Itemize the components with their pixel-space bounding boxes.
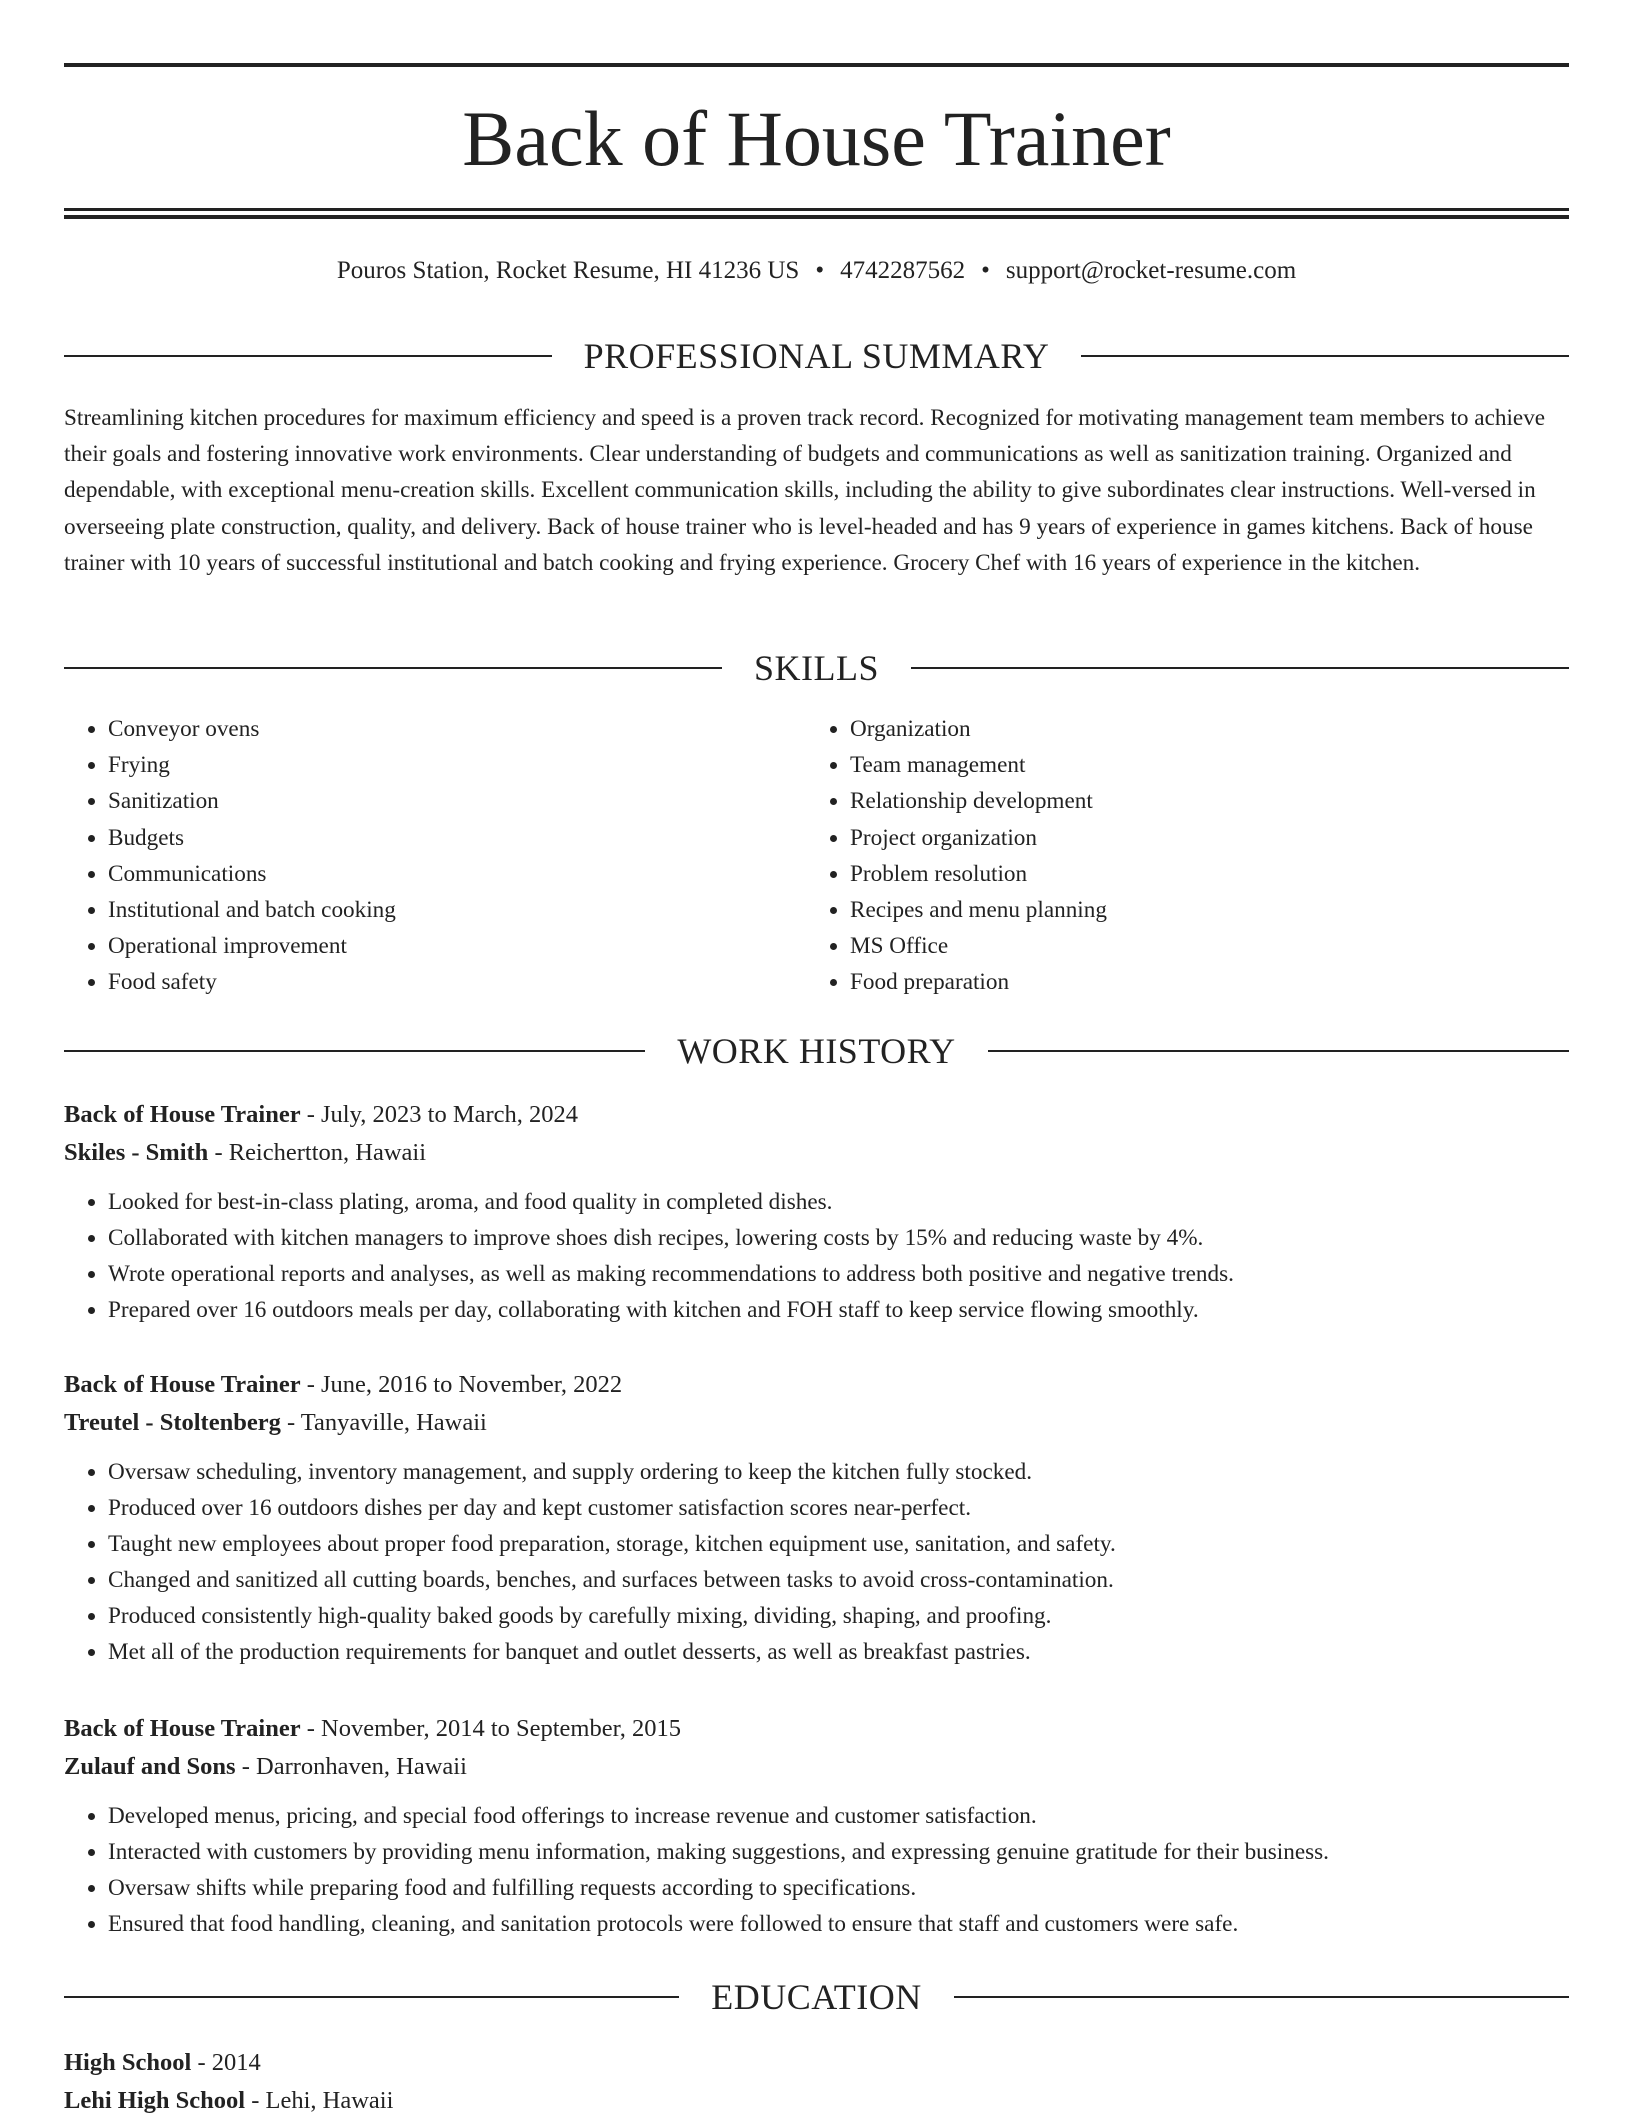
skills-list-right [806, 711, 1550, 1001]
header-bottom-rule-thick [64, 215, 1569, 219]
section-header-education [64, 1977, 1569, 2017]
job-bullet: • Wrote operational reports and analyses, as well as making recommendations to address both positive and negative trends. [108, 1256, 1569, 1292]
skill-item: • Food preparation [850, 964, 1550, 1000]
job-entry [64, 1710, 1569, 1942]
section-header-summary [64, 336, 1569, 376]
job-company: Skiles - Smith [64, 1139, 209, 1166]
resume-name: Back of House Trainer [462, 95, 1171, 182]
skill-item: • Communications [108, 856, 808, 892]
skill-item: • Institutional and batch cooking [108, 892, 808, 928]
skill-item: • Problem resolution [850, 856, 1550, 892]
education-degree-line [64, 2044, 1569, 2082]
job-bullet: • Collaborated with kitchen managers to improve shoes dish recipes, lowering costs by 15% and reducing waste by 4%. [108, 1220, 1569, 1256]
job-bullet: • Changed and sanitized all cutting boards, benches, and surfaces between tasks to avoid cross-contamination. [108, 1562, 1569, 1598]
job-title: Back of House Trainer [64, 1715, 301, 1742]
job-title: Back of House Trainer [64, 1371, 301, 1398]
skill-item: • Conveyor ovens [108, 711, 808, 747]
skill-item: • Sanitization [108, 783, 808, 819]
job-title-line [64, 1710, 1569, 1748]
job-title-line [64, 1366, 1569, 1404]
job-bullets [64, 1454, 1569, 1670]
contact-line [64, 256, 1569, 286]
job-title: Back of House Trainer [64, 1101, 301, 1128]
contact-email: support@rocket-resume.com [1005, 257, 1297, 284]
contact-phone: 4742287562 [840, 257, 966, 284]
section-rule [988, 1050, 1569, 1052]
header-bottom-rule [64, 208, 1569, 211]
job-company-line [64, 1134, 1569, 1172]
education-school: Lehi High School [64, 2087, 246, 2114]
section-rule [64, 667, 722, 669]
section-rule [911, 667, 1569, 669]
section-rule [1081, 355, 1569, 357]
job-bullet: • Interacted with customers by providing menu information, making suggestions, and expressing genuine gratitude for their business. [108, 1834, 1569, 1870]
job-company-line [64, 1748, 1569, 1786]
section-rule [64, 1996, 679, 1998]
job-bullet: • Oversaw shifts while preparing food and fulfilling requests according to specifications. [108, 1870, 1569, 1906]
skill-item: • MS Office [850, 928, 1550, 964]
job-bullets [64, 1798, 1569, 1942]
contact-separator: • [815, 257, 825, 284]
job-location: - Reichertton, Hawaii [208, 1139, 427, 1166]
job-dates: - November, 2014 to September, 2015 [300, 1715, 682, 1742]
job-entry [64, 1096, 1569, 1328]
job-bullet: • Met all of the production requirements for banquet and outlet desserts, as well as breakfast pastries. [108, 1634, 1569, 1670]
job-bullet: • Prepared over 16 outdoors meals per day, collaborating with kitchen and FOH staff to keep service flowing smoothly. [108, 1292, 1569, 1328]
job-bullet: • Oversaw scheduling, inventory management, and supply ordering to keep the kitchen fully stocked. [108, 1454, 1569, 1490]
job-bullet: • Produced consistently high-quality baked goods by carefully mixing, dividing, shaping, and proofing. [108, 1598, 1569, 1634]
education-year: - 2014 [191, 2049, 261, 2076]
job-dates: - June, 2016 to November, 2022 [300, 1371, 623, 1398]
section-title-education: EDUCATION [711, 1977, 922, 2017]
section-header-skills [64, 648, 1569, 688]
education-degree: High School [64, 2049, 192, 2076]
section-rule [64, 355, 552, 357]
skill-item: • Project organization [850, 820, 1550, 856]
skill-item: • Operational improvement [108, 928, 808, 964]
job-bullet: • Produced over 16 outdoors dishes per day and kept customer satisfaction scores near-perfect. [108, 1490, 1569, 1526]
skill-item: • Frying [108, 747, 808, 783]
job-bullet: • Developed menus, pricing, and special food offerings to increase revenue and customer satisfaction. [108, 1798, 1569, 1834]
skill-item: • Organization [850, 711, 1550, 747]
job-bullet: • Ensured that food handling, cleaning, and sanitation protocols were followed to ensure that staff and customers were safe. [108, 1906, 1569, 1942]
section-rule [954, 1996, 1569, 1998]
skill-item: • Relationship development [850, 783, 1550, 819]
section-title-work: WORK HISTORY [677, 1031, 956, 1071]
education-entry [64, 2044, 1569, 2120]
section-title-skills: SKILLS [754, 648, 880, 688]
job-company: Treutel - Stoltenberg [64, 1409, 281, 1436]
job-location: - Darronhaven, Hawaii [235, 1753, 467, 1780]
job-entry [64, 1366, 1569, 1670]
job-company-line [64, 1404, 1569, 1442]
skill-item: • Food safety [108, 964, 808, 1000]
summary-paragraph: Streamlining kitchen procedures for maximum efficiency and speed is a proven track record. Recognized for motivating management team members to achieve their goals and fostering innovative work environments. Clear understanding of budgets and communications as well as sanitization training. Organized and dependable, with exceptional menu-creation skills. Excellent communication skills, including the ability to give subordinates clear instructions. Well-versed in overseeing plate construction, quality, and delivery. Back of house trainer who is level-headed and has 9 years of experience in games kitchens. Back of house trainer with 10 years of successful institutional and batch cooking and frying experience. Grocery Chef with 16 years of experience in the kitchen. [64, 405, 1546, 576]
contact-address: Pouros Station, Rocket Resume, HI 41236 US [336, 257, 800, 284]
education-location: - Lehi, Hawaii [245, 2087, 394, 2114]
job-location: - Tanyaville, Hawaii [280, 1409, 487, 1436]
section-rule [64, 1050, 645, 1052]
job-company: Zulauf and Sons [64, 1753, 236, 1780]
education-school-line [64, 2082, 1569, 2120]
skill-item: • Team management [850, 747, 1550, 783]
job-bullet: • Looked for best-in-class plating, aroma, and food quality in completed dishes. [108, 1184, 1569, 1220]
header-top-rule [64, 63, 1569, 67]
job-title-line [64, 1096, 1569, 1134]
job-dates: - July, 2023 to March, 2024 [300, 1101, 579, 1128]
job-bullet: • Taught new employees about proper food preparation, storage, kitchen equipment use, sanitation, and safety. [108, 1526, 1569, 1562]
skill-item: • Recipes and menu planning [850, 892, 1550, 928]
section-title-summary: PROFESSIONAL SUMMARY [583, 336, 1050, 376]
skill-item: • Budgets [108, 820, 808, 856]
contact-separator: • [981, 257, 990, 284]
section-header-work [64, 1031, 1569, 1071]
skills-list-left [64, 711, 808, 1001]
job-bullets [64, 1184, 1569, 1328]
